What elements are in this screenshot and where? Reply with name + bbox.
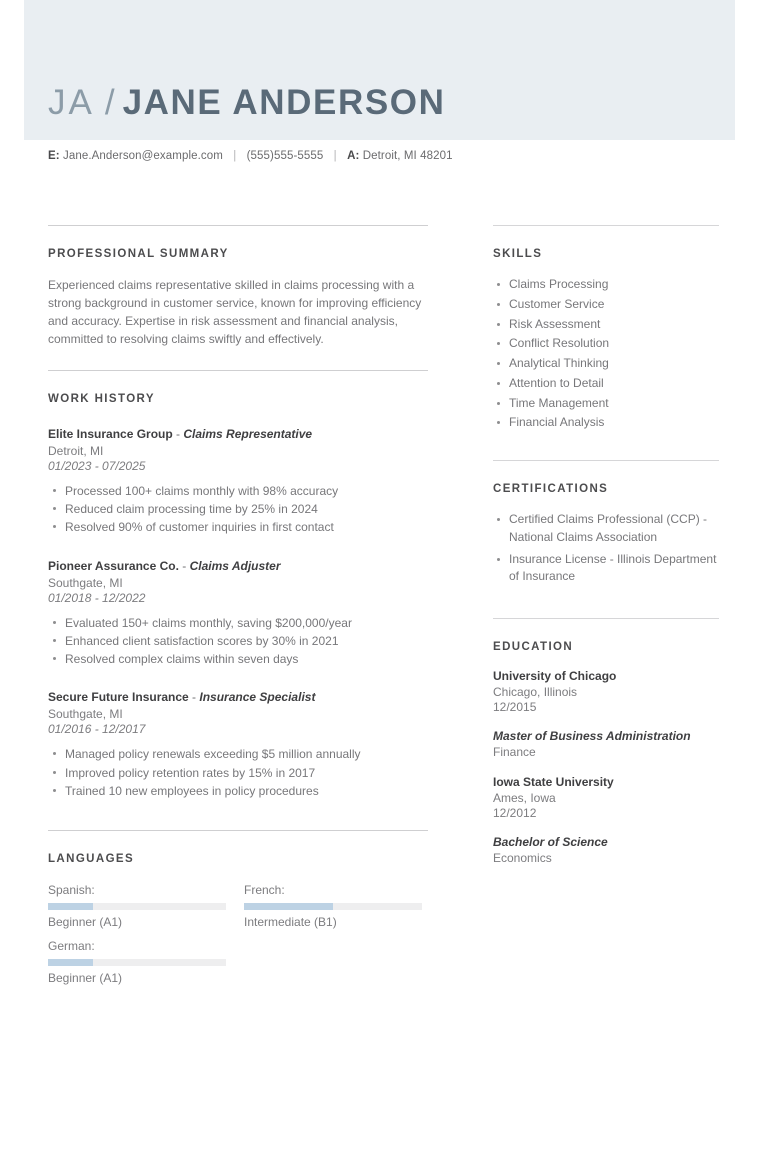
name-separator: / [104,83,115,122]
language-proficiency-fill [48,959,93,966]
education-degree: Master of Business Administration [493,729,691,743]
job-bullet: Improved policy retention rates by 15% in 2017 [48,764,428,782]
skill-item: Time Management [493,395,719,413]
work-history-list [48,427,428,800]
education-list [493,669,719,865]
email-value: Jane.Anderson@example.com [63,150,223,162]
job-bullet: Trained 10 new employees in policy procedures [48,782,428,800]
certification-item: Insurance License - Illinois Department of Insurance [493,551,719,587]
language-level: Beginner (A1) [48,915,123,930]
professional-summary-text: Experienced claims representative skilled in claims processing with a strong background in customer service, known for improving efficiency and accuracy. Expertise in risk assessment and financial analysis, committed to resolving claims swiftly and effectively. [48,278,422,346]
work-history-entry [48,690,428,800]
contact-line [48,150,453,162]
job-location: Southgate, MI [48,575,123,590]
language-proficiency-bar [48,903,226,910]
education-school: Iowa State University [493,775,614,789]
language-item [48,939,226,985]
job-dates: 01/2016 - 12/2017 [48,722,146,737]
section-title-education: EDUCATION [493,641,574,653]
language-name: French: [244,883,285,898]
job-bullet: Resolved complex claims within seven days [48,650,428,668]
divider-skills [493,225,719,226]
skill-item: Claims Processing [493,276,719,294]
job-dates: 01/2018 - 12/2022 [48,590,146,605]
certifications-list [493,511,719,586]
language-proficiency-fill [48,903,93,910]
address-label: A: [347,150,360,162]
education-entry [493,669,719,759]
job-title-line [48,559,428,573]
skill-item: Conflict Resolution [493,335,719,353]
certification-item: Certified Claims Professional (CCP) - National Claims Association [493,511,719,547]
language-proficiency-bar [48,959,226,966]
skill-item: Financial Analysis [493,414,719,432]
education-location: Ames, Iowa [493,791,556,805]
divider-work-history [48,370,428,371]
job-role: Claims Adjuster [189,558,281,573]
phone-value: (555)555-5555 [246,150,324,162]
skill-item: Attention to Detail [493,375,719,393]
page-title: JANE ANDERSON [122,83,446,122]
language-name: German: [48,939,95,954]
language-item [244,883,422,929]
job-location: Southgate, MI [48,707,123,722]
education-degree-block [493,835,719,865]
divider-education [493,618,719,619]
divider-certifications [493,460,719,461]
right-column [493,225,719,865]
job-company: Elite Insurance Group [48,427,173,441]
job-bullet: Processed 100+ claims monthly with 98% accuracy [48,482,428,500]
education-location: Chicago, Illinois [493,685,578,699]
section-title-professional-summary: PROFESSIONAL SUMMARY [48,248,229,260]
job-company: Secure Future Insurance [48,690,189,705]
section-title-skills: SKILLS [493,248,543,260]
education-degree-block [493,729,719,759]
job-bullet-list [48,614,428,669]
language-name: Spanish: [48,883,95,898]
job-bullet: Managed policy renewals exceeding $5 million annually [48,745,428,763]
job-dash: - [172,427,184,441]
skill-item: Customer Service [493,296,719,314]
skill-item: Risk Assessment [493,316,719,334]
language-proficiency-fill [244,903,333,910]
left-column [48,225,428,985]
initials-monogram: JA [48,83,95,122]
skill-item: Analytical Thinking [493,355,719,373]
job-bullet: Enhanced client satisfaction scores by 30% in 2021 [48,632,428,650]
job-bullet: Reduced claim processing time by 25% in 2024 [48,500,428,518]
job-role: Claims Representative [183,427,313,441]
job-bullet-list [48,745,428,800]
education-entry [493,775,719,865]
job-title-line [48,427,428,441]
contact-separator-1: | [233,150,237,162]
education-field: Finance [493,745,536,759]
work-history-entry [48,427,428,537]
job-bullet-list [48,482,428,537]
work-history-entry [48,559,428,669]
divider-summary [48,225,428,226]
job-location: Detroit, MI [48,444,104,458]
language-level: Intermediate (B1) [244,915,337,930]
job-title-line [48,690,428,704]
skills-list [493,276,719,432]
language-item [48,883,226,929]
job-bullet: Resolved 90% of customer inquiries in first contact [48,518,428,536]
languages-grid [48,883,428,985]
section-title-languages: LANGUAGES [48,853,135,866]
job-company: Pioneer Assurance Co. [48,558,179,573]
section-title-work-history: WORK HISTORY [48,393,155,405]
education-date: 12/2015 [493,700,537,714]
education-date: 12/2012 [493,806,537,820]
address-value: Detroit, MI 48201 [362,150,453,162]
language-level: Beginner (A1) [48,971,123,986]
education-degree: Bachelor of Science [493,835,608,849]
language-proficiency-bar [244,903,422,910]
job-role: Insurance Specialist [199,690,316,705]
job-bullet: Evaluated 150+ claims monthly, saving $200,000/year [48,614,428,632]
job-dash: - [178,558,190,573]
education-field: Economics [493,851,552,865]
contact-separator-2: | [333,150,337,162]
education-school: University of Chicago [493,669,617,683]
job-dates: 01/2023 - 07/2025 [48,459,146,473]
job-dash: - [188,690,200,705]
name-line [48,85,445,120]
email-label: E: [48,150,60,162]
section-title-certifications: CERTIFICATIONS [493,483,609,495]
resume-header-banner [24,0,735,140]
divider-languages [48,830,428,831]
